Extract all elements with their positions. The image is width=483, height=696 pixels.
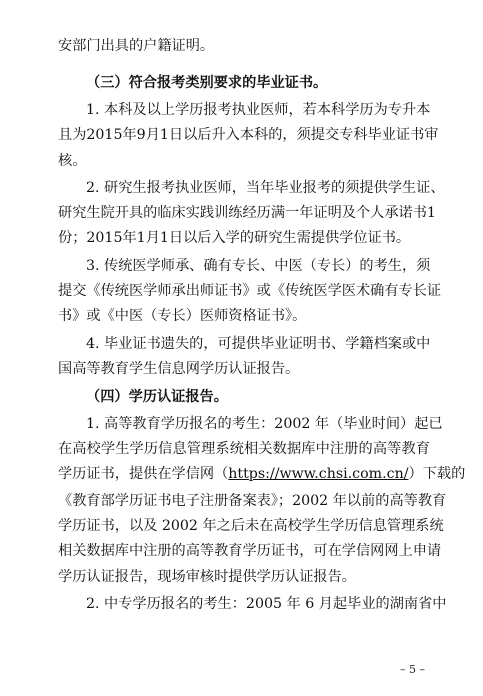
chsi-website-link[interactable]: https://www.chsi.com.cn/ <box>228 466 409 482</box>
paragraph-line: 《教育部学历证书电子注册备案表》；2002 年以前的高等教育 <box>58 493 447 509</box>
paragraph-line: 学历证书，以及 2002 年之后未在高校学生学历信息管理系统 <box>58 518 444 534</box>
paragraph-line: 且为2015年9月1日以后升入本科的，须提交专科毕业证书审 <box>58 127 439 143</box>
text-segment: 学历证书，提供在学信网（ <box>58 466 229 482</box>
paragraph-first-line: 1. 本科及以上学历报考执业医师，若本科学历为专升本 <box>86 102 431 118</box>
text-segment: ）下载的 <box>408 466 466 482</box>
page-number: – 5 – <box>400 663 425 676</box>
section-heading: （四）学历认证报告。 <box>86 389 228 405</box>
paragraph-line <box>58 463 466 485</box>
paragraph-first-line: 3. 传统医学师承、确有专长、中医（专长）的考生，须 <box>86 258 431 274</box>
paragraph-first-line: 2. 研究生报考执业医师，当年毕业报考的须提供学生证、 <box>86 180 445 196</box>
paragraph-last-line: 安部门出具的户籍证明。 <box>58 38 215 54</box>
paragraph-last-line: 国高等教育学生信息网学历认证报告。 <box>58 361 300 377</box>
paragraph-first-line: 2. 中专学历报名的考生：2005 年 6 月起毕业的湖南省中 <box>86 596 447 612</box>
paragraph-line: 相关数据库中注册的高等教育学历证书，可在学信网网上申请 <box>58 543 442 559</box>
paragraph-last-line: 书》或《中医（专长）医师资格证书》。 <box>58 308 307 324</box>
paragraph-last-line: 核。 <box>58 153 87 169</box>
paragraph-first-line: 1. 高等教育学历报名的考生：2002 年（毕业时间）起已 <box>86 416 443 432</box>
paragraph-first-line: 4. 毕业证书遗失的，可提供毕业证明书、学籍档案或中 <box>86 336 431 352</box>
paragraph-line: 提交《传统医学师承出师证书》或《传统医学医术确有专长证 <box>58 283 442 299</box>
paragraph-last-line: 学历认证报告，现场审核时提供学历认证报告。 <box>58 569 356 585</box>
section-heading: （三）符合报考类别要求的毕业证书。 <box>86 75 328 91</box>
paragraph-line: 研究生院开具的临床实践训练经历满一年证明及个人承诺书1 <box>58 205 436 221</box>
paragraph-line: 在高校学生学历信息管理系统相关数据库中注册的高等教育 <box>58 441 430 457</box>
paragraph-last-line: 份；2015年1月1日以后入学的研究生需提供学位证书。 <box>58 230 411 246</box>
